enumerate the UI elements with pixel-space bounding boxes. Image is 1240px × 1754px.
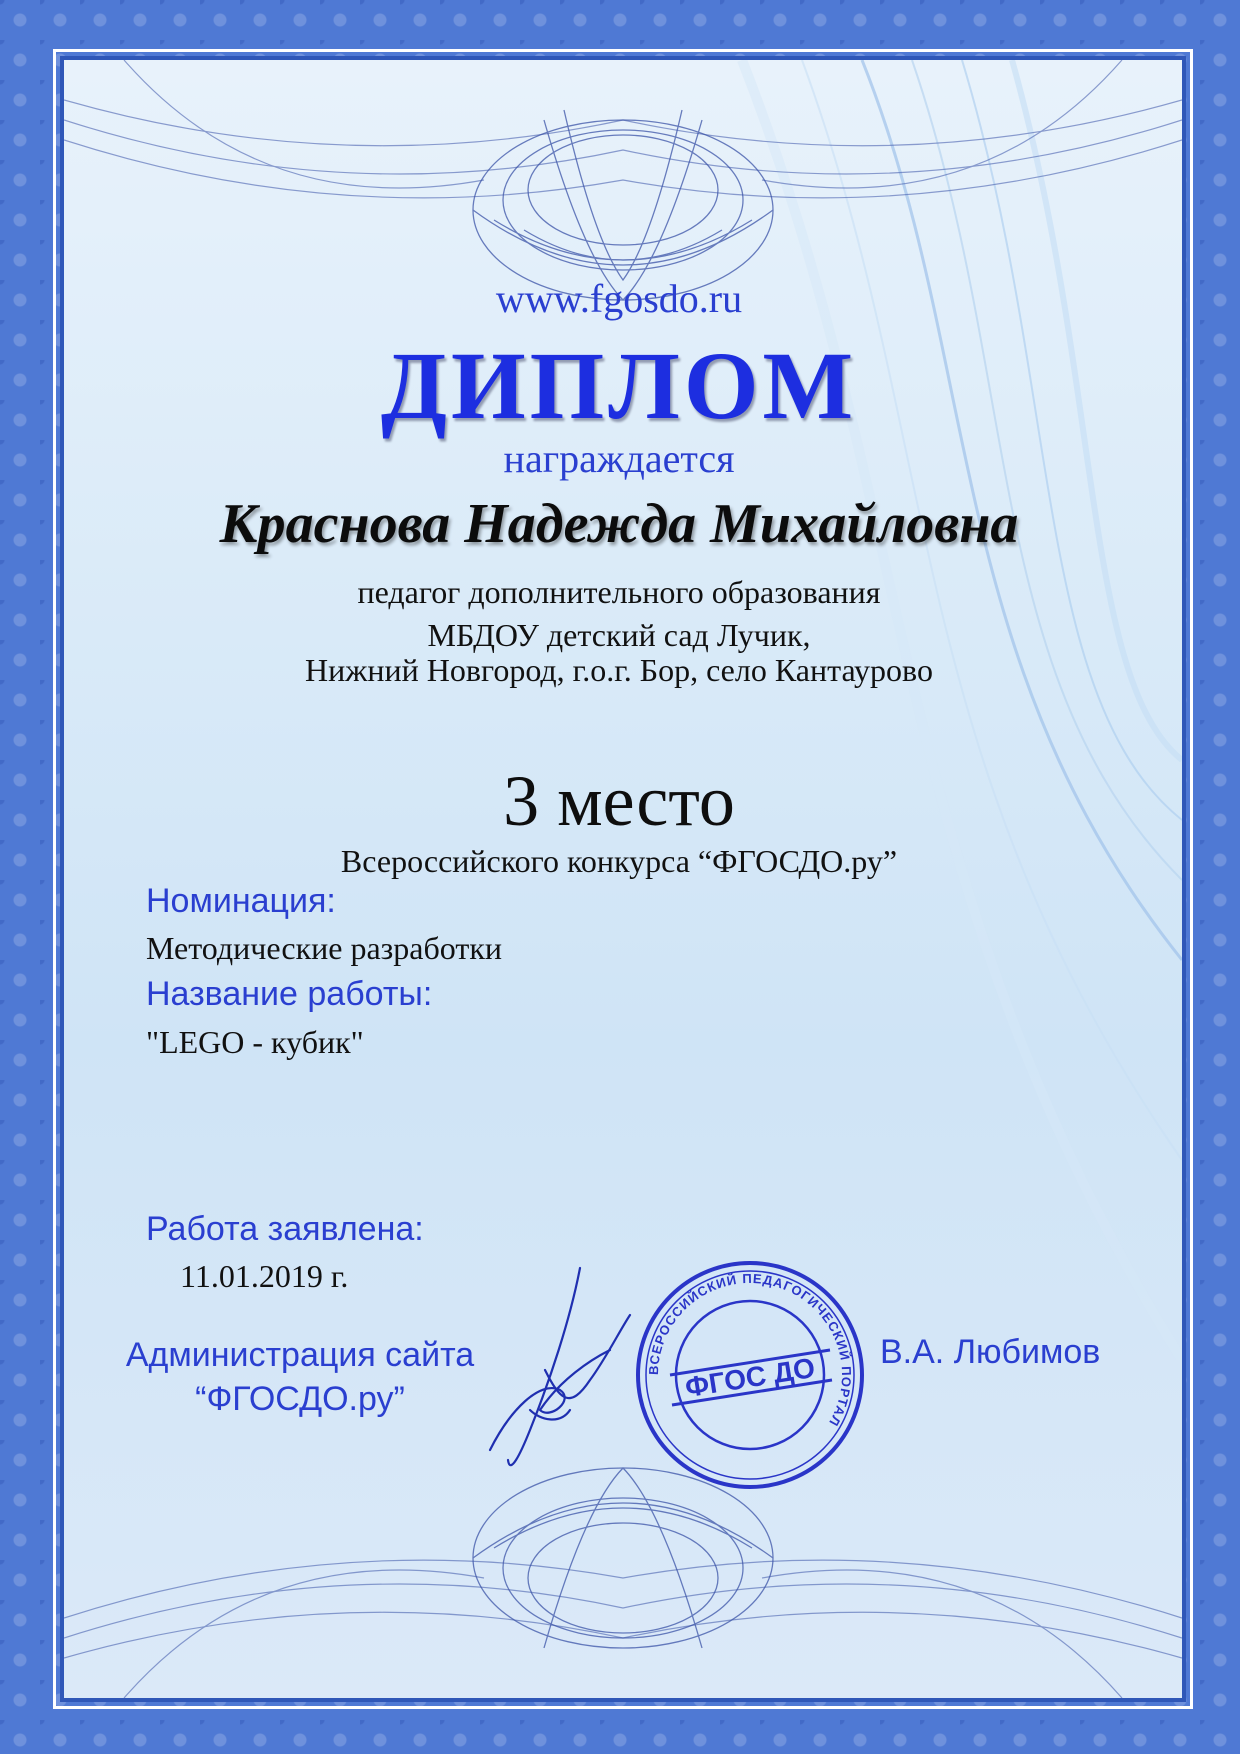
recipient-location: Нижний Новгород, г.о.г. Бор, село Кантаурово <box>305 652 933 688</box>
signature <box>470 1260 650 1480</box>
admin-line-2: “ФГОСДО.ру” <box>195 1380 405 1418</box>
recipient-position: педагог дополнительного образования <box>357 574 881 610</box>
site-administration <box>100 1333 500 1421</box>
work-title-label: Название работы: <box>146 975 433 1013</box>
signer-name: В.А. Любимов <box>880 1333 1101 1371</box>
awarded-text: награждается <box>503 436 735 481</box>
submitted-date: 11.01.2019 г. <box>180 1258 349 1294</box>
nomination-value: Методические разработки <box>146 930 503 966</box>
submitted-label: Работа заявлена: <box>146 1210 424 1248</box>
admin-line-1: Администрация сайта <box>125 1336 475 1374</box>
recipient-name: Краснова Надежда Михайловна <box>219 493 1019 555</box>
bottom-guilloche-ornament <box>64 1448 1182 1698</box>
stamp-ring-text: ВСЕРОССИЙСКИЙ ПЕДАГОГИЧЕСКИЙ ПОРТАЛ <box>645 1270 855 1430</box>
contest-name: Всероссийского конкурса “ФГОСДО.ру” <box>340 843 898 879</box>
nomination-label: Номинация: <box>146 882 336 920</box>
place-award: 3 место <box>503 761 735 841</box>
stamp-center-text: ФГОС ДО <box>682 1351 818 1404</box>
site-url: www.fgosdo.ru <box>495 276 743 321</box>
diploma-title: ДИПЛОМ <box>380 332 858 439</box>
site-stamp <box>630 1255 870 1495</box>
recipient-organization: МБДОУ детский сад Лучик, <box>427 617 811 653</box>
work-title-value: "LEGO - кубик" <box>146 1024 364 1060</box>
